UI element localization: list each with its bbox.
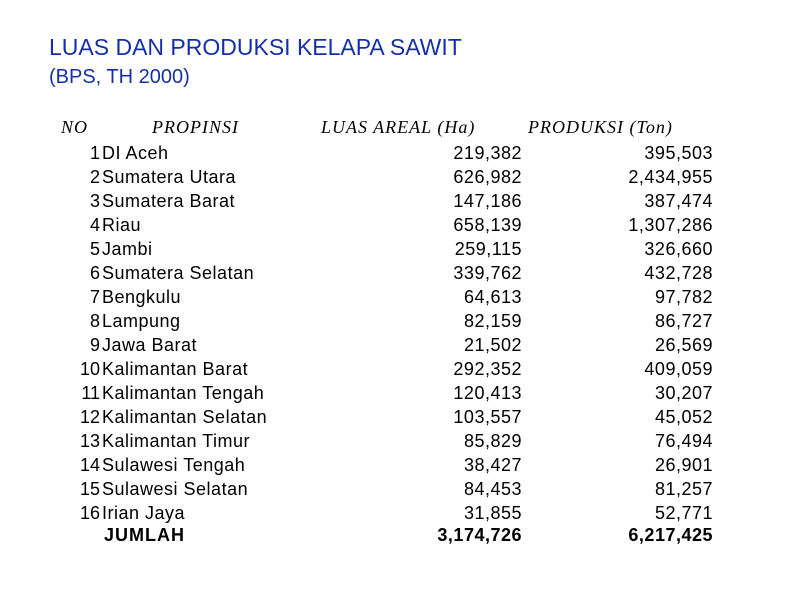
province-name: Sulawesi Selatan (102, 479, 249, 499)
page-subtitle: (BPS, TH 2000) (49, 66, 190, 88)
row-number: 15 (79, 479, 100, 499)
row-number: 14 (79, 455, 100, 475)
province-name: Kalimantan Timur (102, 431, 251, 451)
total-label: JUMLAH (104, 525, 185, 545)
header-produksi: PRODUKSI (Ton) (528, 117, 673, 137)
total-row (0, 523, 794, 547)
luas-areal-value: 339,762 (453, 263, 522, 283)
table-row (0, 381, 794, 405)
table-row (0, 141, 794, 165)
province-name: Riau (102, 215, 142, 235)
luas-areal-value: 147,186 (453, 191, 522, 211)
produksi-value: 81,257 (654, 479, 713, 499)
row-number: 6 (89, 263, 100, 283)
luas-areal-value: 38,427 (463, 455, 522, 475)
luas-areal-value: 82,159 (463, 311, 522, 331)
produksi-value: 2,434,955 (628, 167, 713, 187)
page-title: LUAS DAN PRODUKSI KELAPA SAWIT (49, 34, 462, 60)
table-row (0, 309, 794, 333)
province-name: Kalimantan Selatan (102, 407, 268, 427)
province-name: DI Aceh (102, 143, 169, 163)
produksi-value: 76,494 (654, 431, 713, 451)
produksi-value: 26,569 (654, 335, 713, 355)
table-row (0, 213, 794, 237)
luas-areal-value: 103,557 (453, 407, 522, 427)
header-no: NO (61, 117, 89, 137)
luas-areal-value: 658,139 (453, 215, 522, 235)
province-name: Kalimantan Tengah (102, 383, 265, 403)
produksi-value: 52,771 (654, 503, 713, 523)
table-row (0, 405, 794, 429)
produksi-value: 409,059 (644, 359, 713, 379)
row-number: 3 (89, 191, 100, 211)
row-number: 13 (79, 431, 100, 451)
produksi-value: 326,660 (644, 239, 713, 259)
total-produksi: 6,217,425 (628, 525, 713, 545)
table-row (0, 357, 794, 381)
row-number: 8 (89, 311, 100, 331)
luas-areal-value: 292,352 (453, 359, 522, 379)
produksi-value: 97,782 (654, 287, 713, 307)
row-number: 9 (89, 335, 100, 355)
row-number: 16 (79, 503, 100, 523)
produksi-value: 1,307,286 (628, 215, 713, 235)
produksi-value: 86,727 (654, 311, 713, 331)
luas-areal-value: 31,855 (463, 503, 522, 523)
province-name: Irian Jaya (102, 503, 186, 523)
table-row (0, 285, 794, 309)
table-row (0, 429, 794, 453)
table-row (0, 453, 794, 477)
row-number: 2 (89, 167, 100, 187)
header-propinsi: PROPINSI (152, 117, 239, 137)
row-number: 11 (81, 383, 100, 403)
luas-areal-value: 120,413 (453, 383, 522, 403)
row-number: 1 (89, 143, 100, 163)
luas-areal-value: 21,502 (463, 335, 522, 355)
row-number: 4 (89, 215, 100, 235)
luas-areal-value: 626,982 (453, 167, 522, 187)
province-name: Sumatera Selatan (102, 263, 255, 283)
row-number: 7 (89, 287, 100, 307)
produksi-value: 26,901 (654, 455, 713, 475)
row-number: 5 (89, 239, 100, 259)
table-row (0, 333, 794, 357)
produksi-value: 30,207 (654, 383, 713, 403)
table-row (0, 237, 794, 261)
luas-areal-value: 85,829 (463, 431, 522, 451)
province-name: Jambi (102, 239, 153, 259)
table-row (0, 189, 794, 213)
table-row (0, 477, 794, 501)
luas-areal-value: 84,453 (463, 479, 522, 499)
province-name: Sumatera Utara (102, 167, 237, 187)
province-name: Sulawesi Tengah (102, 455, 246, 475)
province-name: Lampung (102, 311, 181, 331)
province-name: Bengkulu (102, 287, 182, 307)
produksi-value: 432,728 (644, 263, 713, 283)
row-number: 12 (79, 407, 100, 427)
header-luas-areal: LUAS AREAL (Ha) (321, 117, 476, 137)
total-luas: 3,174,726 (437, 525, 522, 545)
province-name: Jawa Barat (102, 335, 198, 355)
produksi-value: 395,503 (644, 143, 713, 163)
luas-areal-value: 64,613 (463, 287, 522, 307)
luas-areal-value: 259,115 (454, 239, 522, 259)
produksi-value: 45,052 (654, 407, 713, 427)
table-row (0, 165, 794, 189)
row-number: 10 (79, 359, 100, 379)
table-row (0, 501, 794, 525)
luas-areal-value: 219,382 (453, 143, 522, 163)
table-row (0, 261, 794, 285)
province-name: Sumatera Barat (102, 191, 236, 211)
province-name: Kalimantan Barat (102, 359, 249, 379)
produksi-value: 387,474 (644, 191, 713, 211)
